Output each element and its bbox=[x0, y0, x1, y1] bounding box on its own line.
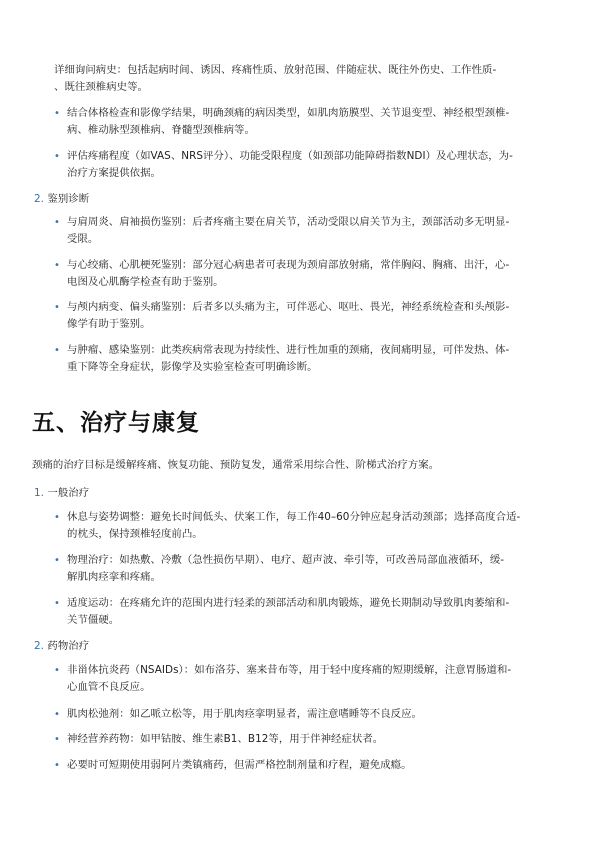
bullet-icon: • bbox=[54, 665, 60, 676]
list-item bbox=[54, 757, 578, 774]
list-item bbox=[54, 552, 578, 586]
list-number: 2. bbox=[34, 193, 45, 205]
text-line: 关节僵硬。 bbox=[67, 614, 120, 626]
text-line: 治疗方案提供依据。 bbox=[67, 167, 161, 179]
bullet-icon: • bbox=[54, 302, 60, 313]
numbered-heading bbox=[34, 638, 554, 655]
list-number: 1. bbox=[34, 487, 45, 499]
text-line: 心血管不良反应。 bbox=[67, 681, 151, 693]
text-line: 重下降等全身症状，影像学及实验室检查可明确诊断。 bbox=[67, 361, 318, 373]
history-paragraph bbox=[54, 62, 574, 96]
text-line: 肌肉松弛剂：如乙哌立松等，用于肌肉痉挛明显者，需注意嗜睡等不良反应。 bbox=[67, 708, 422, 720]
list-item bbox=[54, 299, 578, 333]
text-line: 与肩周炎、肩袖损伤鉴别：后者疼痛主要在肩关节，活动受限以肩关节为主，颈部活动多无明显- bbox=[67, 216, 510, 228]
text-line: 神经营养药物：如甲钴胺、维生素B1、B12等，用于伴神经症状者。 bbox=[67, 733, 384, 745]
bullet-icon: • bbox=[54, 512, 60, 523]
text-line: 适度运动：在疼痛允许的范围内进行轻柔的颈部活动和肌肉锻炼，避免长期制动导致肌肉萎缩和- bbox=[67, 597, 510, 609]
text-line: 与肿瘤、感染鉴别：此类疾病常表现为持续性、进行性加重的颈痛，夜间痛明显，可伴发热、体- bbox=[67, 344, 510, 356]
text-line: 非甾体抗炎药（NSAIDs）：如布洛芬、塞来昔布等，用于轻中度疼痛的短期缓解，注意胃肠道和- bbox=[67, 664, 512, 676]
numbered-heading bbox=[34, 485, 554, 502]
bullet-icon: • bbox=[54, 151, 60, 162]
bullet-icon: • bbox=[54, 217, 60, 228]
subsection-title: 鉴别诊断 bbox=[47, 193, 90, 205]
bullet-icon: • bbox=[54, 709, 60, 720]
numbered-heading bbox=[34, 191, 554, 208]
text-line: 电图及心肌酶学检查有助于鉴别。 bbox=[67, 276, 224, 288]
list-item bbox=[54, 706, 578, 723]
bullet-icon: • bbox=[54, 760, 60, 771]
text-line: 评估疼痛程度（如VAS、NRS评分）、功能受限程度（如颈部功能障碍指数NDI）及心理状态，为- bbox=[67, 150, 513, 162]
list-item bbox=[54, 148, 578, 182]
text-line: 详细询问病史：包括起病时间、诱因、疼痛性质、放射范围、伴随症状、既往外伤史、工作性质- bbox=[54, 64, 497, 76]
list-item bbox=[54, 731, 578, 748]
list-item bbox=[54, 509, 578, 543]
text-line: 物理治疗：如热敷、冷敷（急性损伤早期）、电疗、超声波、牵引等，可改善局部血液循环，缓- bbox=[67, 554, 505, 566]
text-line: 像学有助于鉴别。 bbox=[67, 318, 151, 330]
bullet-icon: • bbox=[54, 598, 60, 609]
text-line: 结合体格检查和影像学结果，明确颈痛的病因类型，如肌肉筋膜型、关节退变型、神经根型颈椎- bbox=[67, 107, 510, 119]
bullet-icon: • bbox=[54, 734, 60, 745]
bullet-icon: • bbox=[54, 345, 60, 356]
list-item bbox=[54, 214, 578, 248]
text-line: 解肌肉痉挛和疼痛。 bbox=[67, 571, 161, 583]
text-line: 与颅内病变、偏头痛鉴别：后者多以头痛为主，可伴恶心、呕吐、畏光，神经系统检查和头颅影- bbox=[67, 301, 510, 313]
section-title: 五、治疗与康复 bbox=[32, 410, 200, 436]
bullet-icon: • bbox=[54, 555, 60, 566]
text-line: 与心绞痛、心肌梗死鉴别：部分冠心病患者可表现为颈肩部放射痛，常伴胸闷、胸痛、出汗，心- bbox=[67, 259, 510, 271]
section-lead: 颈痛的治疗目标是缓解疼痛、恢复功能、预防复发，通常采用综合性、阶梯式治疗方案。 bbox=[32, 459, 440, 471]
text-line: 受限。 bbox=[67, 233, 99, 245]
text-line: 病、椎动脉型颈椎病、脊髓型颈椎病等。 bbox=[67, 124, 255, 136]
list-item bbox=[54, 342, 578, 376]
list-item bbox=[54, 257, 578, 291]
list-item bbox=[54, 595, 578, 629]
text-line: 、既往颈椎病史等。 bbox=[54, 81, 148, 93]
subsection-title: 一般治疗 bbox=[47, 487, 90, 499]
bullet-icon: • bbox=[54, 108, 60, 119]
list-item bbox=[54, 105, 578, 139]
list-number: 2. bbox=[34, 640, 45, 652]
subsection-title: 药物治疗 bbox=[47, 640, 90, 652]
text-line: 的枕头，保持颈椎轻度前凸。 bbox=[67, 528, 203, 540]
text-line: 必要时可短期使用弱阿片类镇痛药，但需严格控制剂量和疗程，避免成瘾。 bbox=[67, 759, 412, 771]
list-item bbox=[54, 662, 578, 696]
bullet-icon: • bbox=[54, 260, 60, 271]
text-line: 休息与姿势调整：避免长时间低头、伏案工作，每工作40–60分钟应起身活动颈部；选择高度合适- bbox=[67, 511, 521, 523]
